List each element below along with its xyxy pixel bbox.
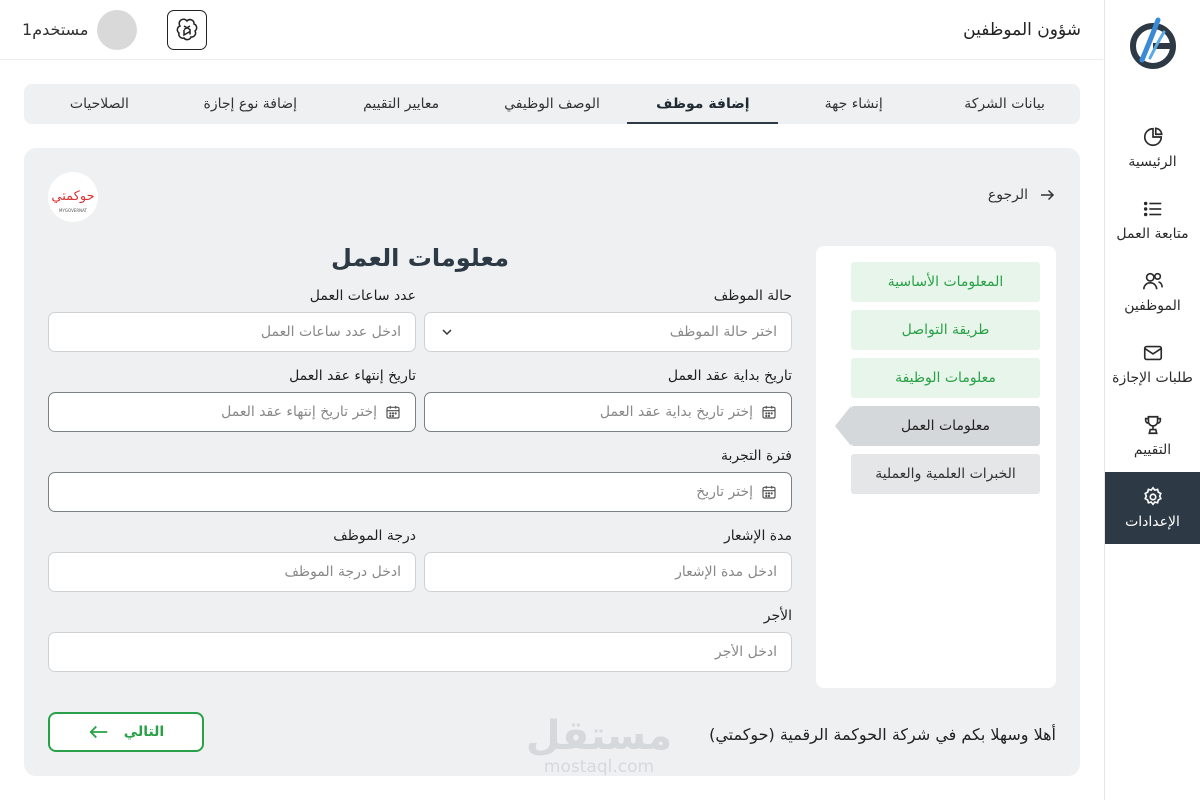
step-work-info[interactable]: معلومات العمل	[851, 406, 1040, 446]
sidebar-item-leave-requests[interactable]	[1105, 328, 1200, 400]
sidebar-item-settings[interactable]	[1105, 472, 1200, 544]
watermark-en: mostaql.com	[543, 757, 655, 777]
top-header	[0, 0, 1103, 60]
notice-period-placeholder: ادخل مدة الإشعار	[675, 564, 777, 580]
step-basic-info[interactable]: المعلومات الأساسية	[851, 262, 1040, 302]
user-area	[22, 10, 207, 50]
tab-add-employee[interactable]: إضافة موظف	[627, 84, 778, 124]
back-button[interactable]	[988, 186, 1056, 204]
tab-permissions[interactable]: الصلاحيات	[69, 96, 129, 112]
salary-input[interactable]	[48, 632, 792, 672]
probation-field	[48, 448, 792, 512]
sidebar-item-work-tracking[interactable]	[1105, 184, 1200, 256]
tab-company-data[interactable]: بيانات الشركة	[964, 96, 1045, 112]
app-logo[interactable]	[1128, 16, 1178, 72]
brand-sub: MYGOVERNAT	[59, 208, 87, 213]
step-experience[interactable]: الخبرات العلمية والعملية	[851, 454, 1040, 494]
arrow-right-icon	[1038, 186, 1056, 204]
wizard-steps	[816, 246, 1056, 688]
ai-assistant-icon	[175, 18, 199, 42]
contract-start-placeholder: إختر تاريخ بداية عقد العمل	[599, 404, 753, 420]
employee-grade-label: درجة الموظف	[333, 528, 416, 544]
probation-placeholder: إختر تاريخ	[696, 484, 753, 500]
tab-job-description[interactable]: الوصف الوظيفي	[504, 96, 600, 112]
notice-period-input[interactable]	[424, 552, 792, 592]
sidebar-nav	[1105, 112, 1200, 544]
users-icon	[1142, 270, 1164, 292]
probation-date-input[interactable]	[48, 472, 792, 512]
sidebar-item-evaluation[interactable]	[1105, 400, 1200, 472]
notice-period-field	[424, 528, 792, 592]
sidebar	[1104, 0, 1200, 800]
calendar-icon	[761, 484, 777, 500]
welcome-message: أهلا وسهلا بكم في شركة الحوكمة الرقمية (حوكمتي)	[709, 725, 1056, 744]
salary-field	[48, 608, 792, 672]
gear-icon	[1142, 486, 1164, 508]
sidebar-item-label: الرئيسية	[1128, 154, 1177, 170]
page-title: شؤون الموظفين	[963, 19, 1081, 40]
tab-evaluation-criteria[interactable]: معايير التقييم	[363, 96, 440, 112]
calendar-icon	[761, 404, 777, 420]
tab-add-leave-type[interactable]: إضافة نوع إجازة	[203, 96, 298, 112]
employee-status-placeholder: اختر حالة الموظف	[669, 324, 777, 340]
employee-grade-field	[48, 528, 416, 592]
contract-start-label: تاريخ بداية عقد العمل	[667, 368, 792, 384]
arrow-left-icon	[88, 721, 110, 743]
back-label: الرجوع	[987, 187, 1028, 203]
probation-label: فترة التجربة	[721, 448, 792, 464]
employee-status-label: حالة الموظف	[713, 288, 792, 304]
notice-period-label: مدة الإشعار	[723, 528, 792, 544]
work-hours-input[interactable]	[48, 312, 416, 352]
chevron-down-icon	[439, 324, 455, 340]
work-hours-placeholder: ادخل عدد ساعات العمل	[260, 324, 401, 340]
salary-label: الأجر	[763, 608, 792, 624]
sidebar-item-label: متابعة العمل	[1116, 226, 1189, 242]
trophy-icon	[1142, 414, 1164, 436]
pie-chart-icon	[1142, 126, 1164, 148]
contract-end-placeholder: إختر تاريخ إنتهاء عقد العمل	[221, 404, 377, 420]
contract-start-field	[424, 368, 792, 432]
company-logo	[48, 172, 98, 222]
employee-grade-input[interactable]	[48, 552, 416, 592]
sidebar-item-employees[interactable]	[1105, 256, 1200, 328]
avatar[interactable]	[97, 10, 137, 50]
contract-end-field	[48, 368, 416, 432]
add-employee-panel	[24, 148, 1080, 776]
step-job-info[interactable]: معلومات الوظيفة	[851, 358, 1040, 398]
user-menu[interactable]	[22, 10, 137, 50]
employee-status-select[interactable]	[424, 312, 792, 352]
employee-grade-placeholder: ادخل درجة الموظف	[284, 564, 401, 580]
settings-tabs	[24, 84, 1080, 124]
ai-assistant-button[interactable]	[167, 10, 207, 50]
brand-text: حوكمتي	[51, 189, 95, 204]
calendar-icon	[385, 404, 401, 420]
step-contact-method[interactable]: طريقة التواصل	[851, 310, 1040, 350]
contract-start-date-input[interactable]	[424, 392, 792, 432]
contract-end-date-input[interactable]	[48, 392, 416, 432]
work-hours-label: عدد ساعات العمل	[309, 288, 416, 304]
next-button-label: التالي	[123, 724, 165, 740]
tab-create-entity[interactable]: إنشاء جهة	[824, 96, 883, 112]
next-button[interactable]	[48, 712, 204, 752]
watermark-ar: مستقل	[525, 713, 673, 759]
sidebar-item-label: طلبات الإجازة	[1112, 370, 1193, 386]
sidebar-item-label: الموظفين	[1124, 298, 1181, 314]
work-hours-field	[48, 288, 416, 352]
contract-end-label: تاريخ إنتهاء عقد العمل	[289, 368, 416, 384]
user-name: مستخدم1	[22, 20, 89, 39]
sidebar-item-label: الإعدادات	[1125, 514, 1180, 530]
form-title: معلومات العمل	[331, 244, 509, 272]
watermark	[524, 714, 674, 776]
sidebar-item-label: التقييم	[1133, 442, 1172, 458]
list-icon	[1142, 198, 1164, 220]
employee-status-field	[424, 288, 792, 352]
salary-placeholder: ادخل الأجر	[714, 644, 777, 660]
mail-icon	[1142, 342, 1164, 364]
sidebar-item-home[interactable]	[1105, 112, 1200, 184]
